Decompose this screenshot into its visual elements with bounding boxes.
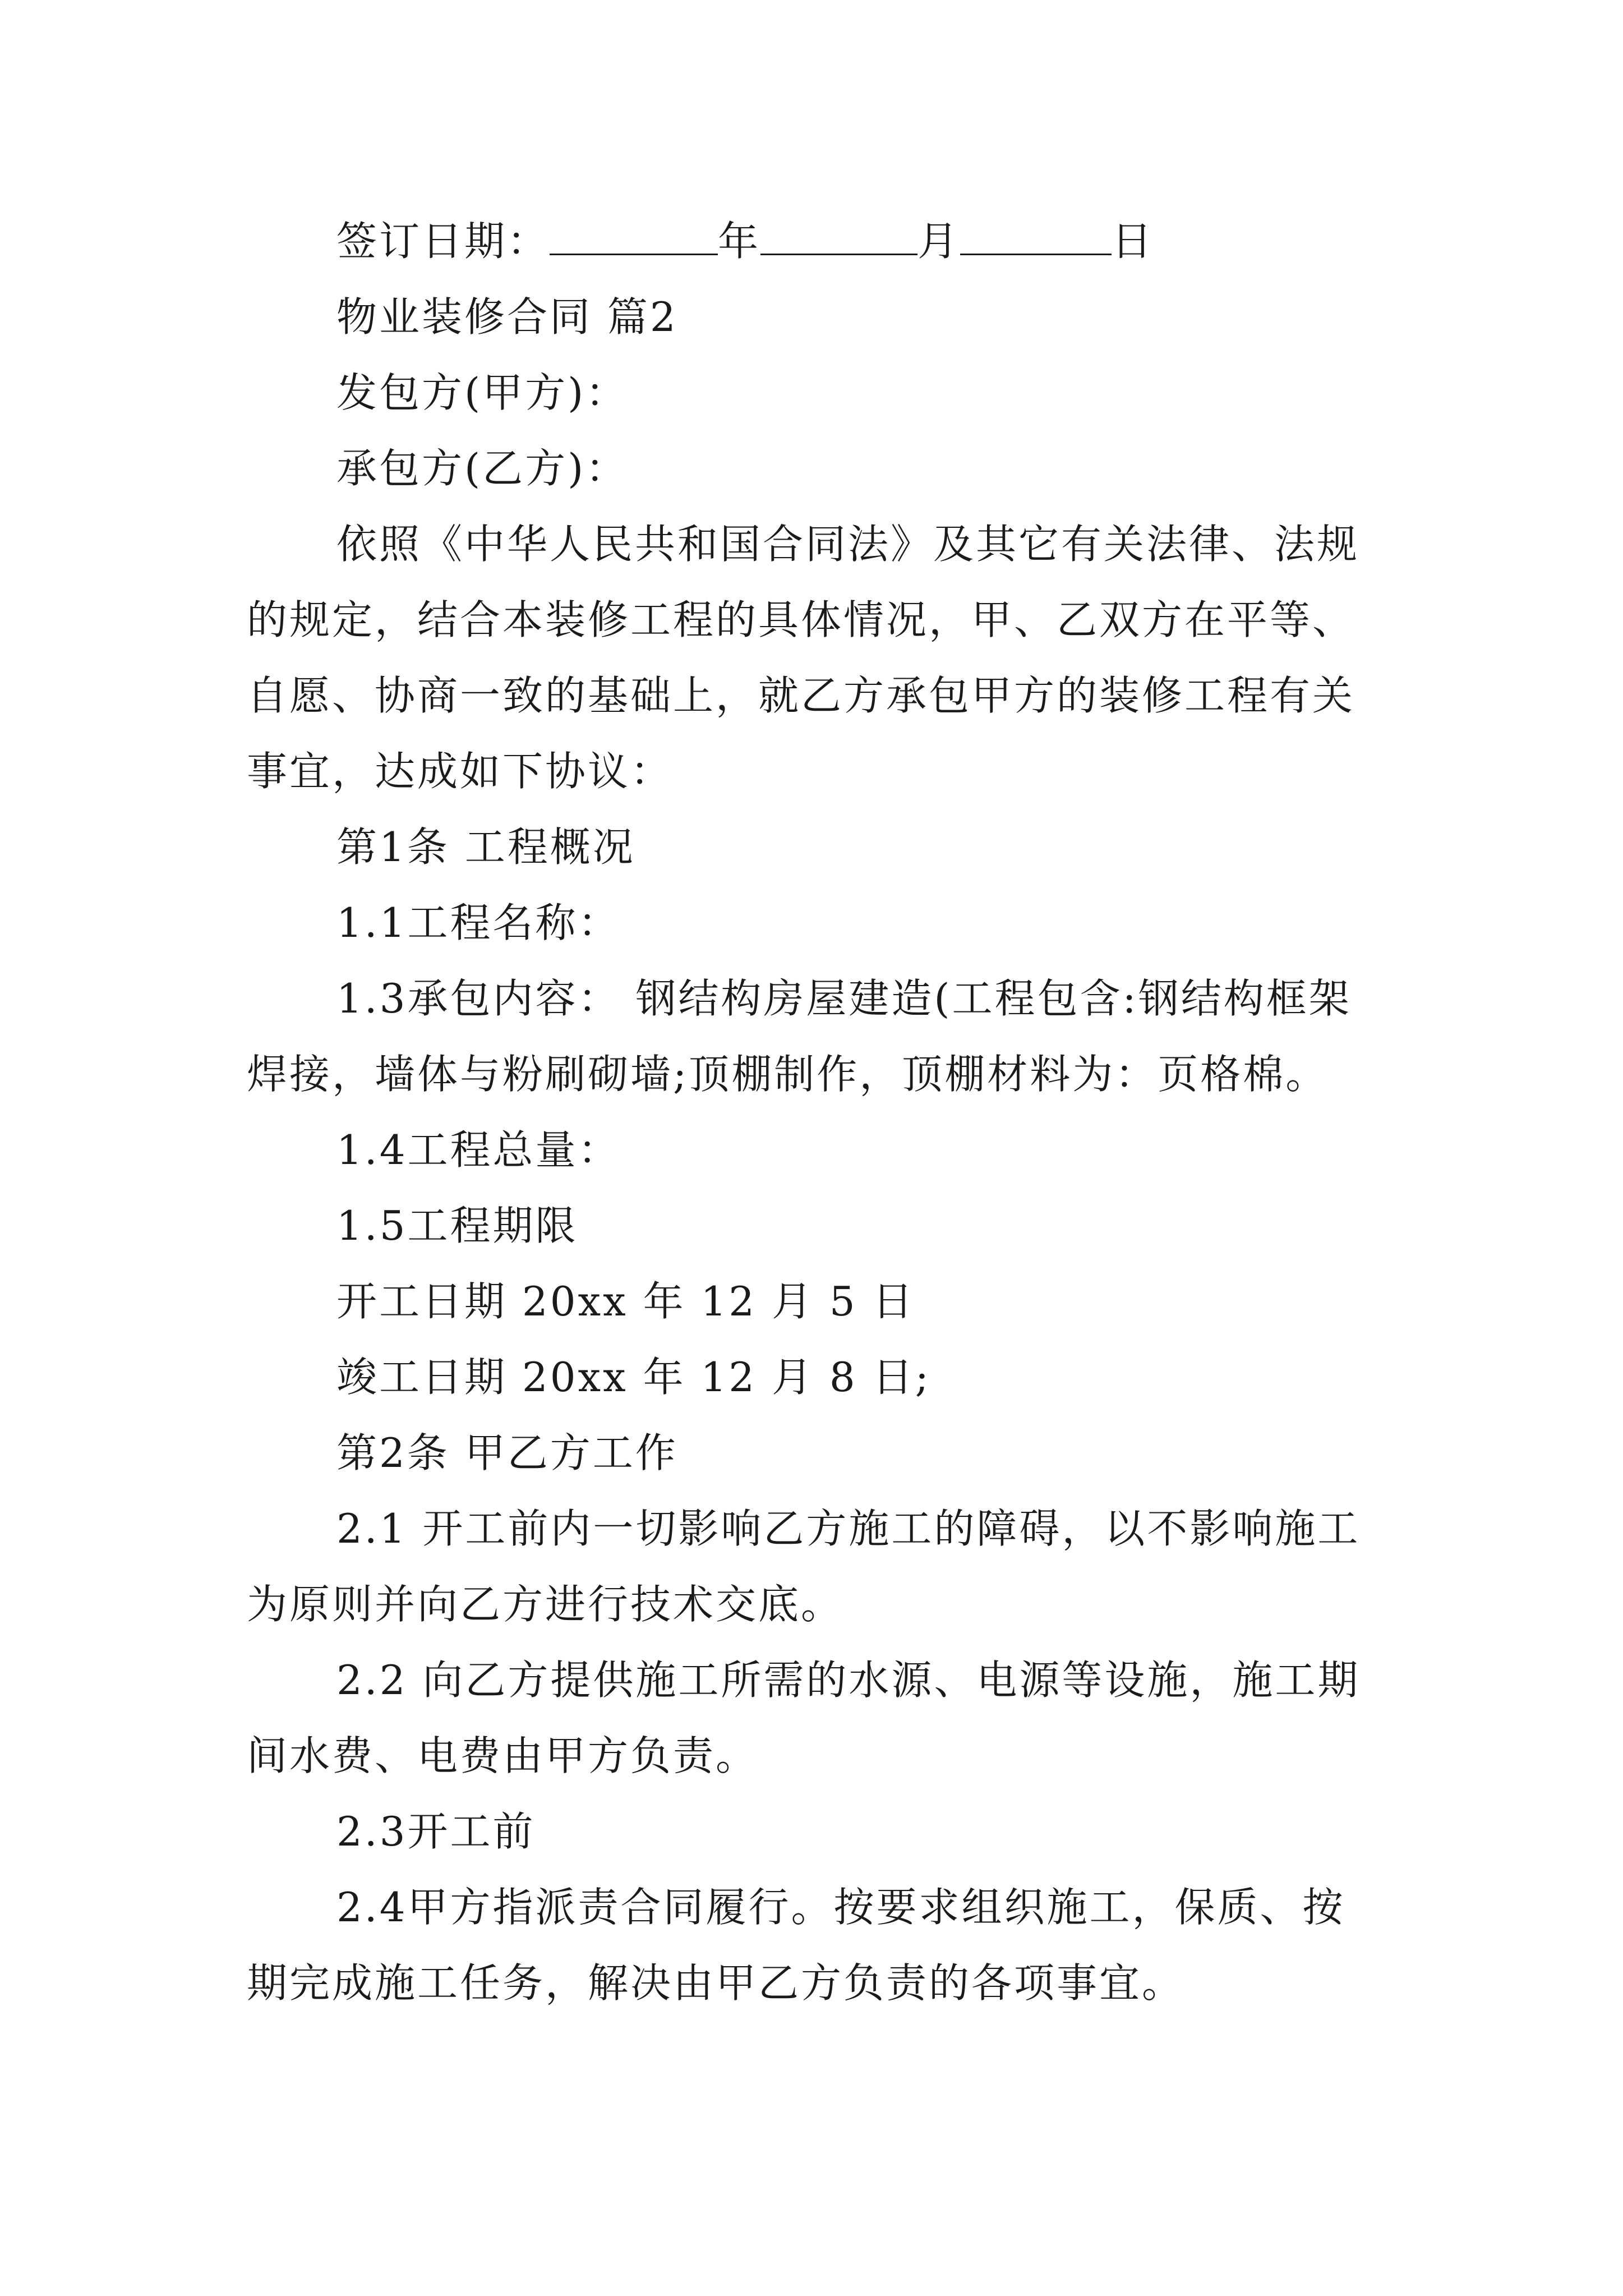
item-1-1: 1.1工程名称：: [336, 899, 621, 946]
item-2-1-line-2: 为原则并向乙方进行技术交底。: [247, 1581, 844, 1628]
party-b-line: 承包方(乙方)：: [336, 445, 629, 492]
day-label: 日: [1112, 218, 1155, 265]
year-label: 年: [718, 218, 761, 265]
start-date-line: 开工日期 20xx 年 12 月 5 日: [336, 1278, 915, 1325]
article-1-title: 第1条 工程概况: [336, 823, 635, 871]
sign-date-label: 签订日期：: [336, 218, 550, 265]
party-a-line: 发包方(甲方)：: [336, 369, 629, 416]
item-2-3: 2.3开工前: [336, 1808, 536, 1855]
month-blank: [760, 213, 917, 255]
item-1-5: 1.5工程期限: [336, 1202, 578, 1249]
document-heading: 物业装修合同 篇2: [336, 293, 678, 341]
item-1-3-line-2: 焊接，墙体与粉刷砌墙;顶棚制作，顶棚材料为：页格棉。: [247, 1051, 1329, 1098]
item-2-2-line-2: 间水费、电费由甲方负责。: [247, 1732, 759, 1779]
month-label: 月: [917, 218, 961, 265]
item-2-2-line-1: 2.2 向乙方提供施工所需的水源、电源等设施，施工期: [336, 1657, 1361, 1704]
intro-line-2: 的规定，结合本装修工程的具体情况，甲、乙双方在平等、: [247, 596, 1355, 643]
year-blank: [550, 213, 718, 255]
item-2-4-line-1: 2.4甲方指派责合同履行。按要求组织施工，保质、按: [336, 1884, 1345, 1931]
article-2-title: 第2条 甲乙方工作: [336, 1429, 678, 1476]
item-2-4-line-2: 期完成施工任务，解决由甲乙方负责的各项事宜。: [247, 1959, 1185, 2007]
item-1-3-line-1: 1.3承包内容： 钢结构房屋建造(工程包含:钢结构框架: [336, 975, 1352, 1022]
item-1-4: 1.4工程总量：: [336, 1126, 621, 1174]
end-date-line: 竣工日期 20xx 年 12 月 8 日;: [336, 1354, 931, 1401]
sign-date-line: [336, 213, 1154, 269]
intro-line-4: 事宜，达成如下协议：: [247, 748, 674, 795]
intro-line-3: 自愿、协商一致的基础上，就乙方承包甲方的装修工程有关: [247, 672, 1355, 719]
day-blank: [960, 213, 1112, 255]
item-2-1-line-1: 2.1 开工前内一切影响乙方施工的障碍，以不影响施工: [336, 1505, 1361, 1552]
intro-line-1: 依照《中华人民共和国合同法》及其它有关法律、法规: [336, 521, 1360, 568]
